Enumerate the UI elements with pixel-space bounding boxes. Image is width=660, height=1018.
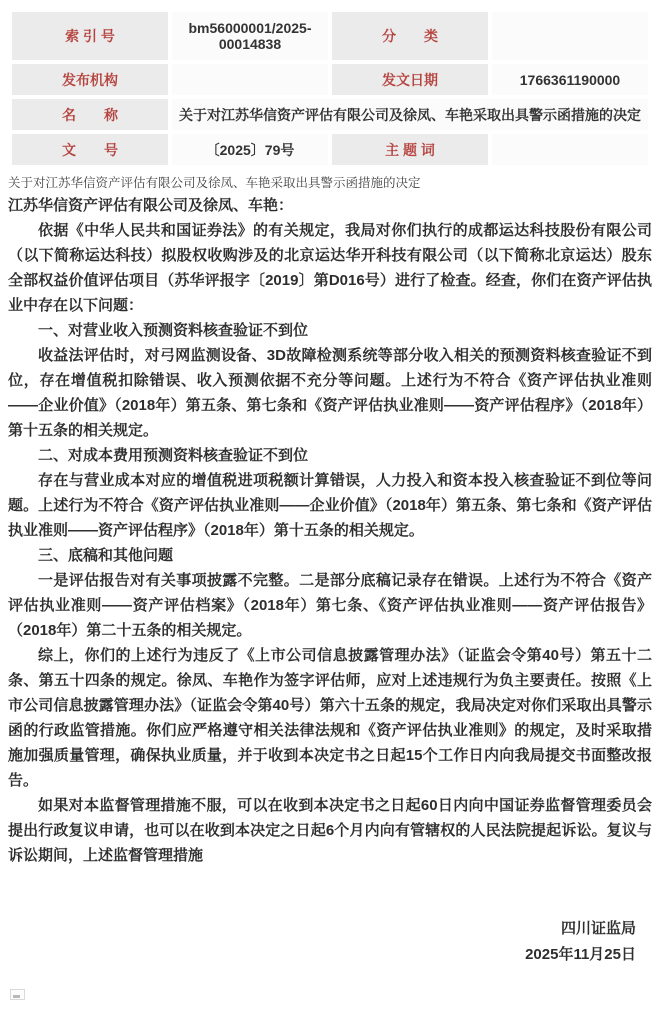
signature-date: 2025年11月25日 <box>525 946 636 963</box>
issuer-value <box>172 64 328 95</box>
broken-image-icon <box>10 989 25 1000</box>
doc-number-value: 〔2025〕79号 <box>172 134 328 165</box>
broken-image-blotch <box>13 995 20 998</box>
document-meta-table <box>8 8 652 169</box>
table-row <box>12 64 648 95</box>
body-paragraph: 存在与营业成本对应的增值税进项税额计算错误，人力投入和资本投入核查验证不到位等问题。上述行为不符合《资产评估执业准则——企业价值》（2018年）第五条、第七条和《资产评估执业准则——资产评估程序》（2018年）第十五条的相关规定。 <box>8 472 652 539</box>
index-number-value: bm56000001/2025-00014838 <box>172 12 328 60</box>
body-paragraph: 依据《中华人民共和国证券法》的有关规定，我局对你们执行的成都运达科技股份有限公司（以下简称运达科技）拟股权收购涉及的北京运达华开科技有限公司（以下简称北京运达）股东全部权益价值评估项目（苏华评报字〔2019〕第D016号）进行了检查。经查，你们在资产评估执业中存在以下问题： <box>8 222 652 314</box>
table-row <box>12 99 648 130</box>
salutation: 江苏华信资产评估有限公司及徐凤、车艳： <box>8 197 294 214</box>
signature-org: 四川证监局 <box>560 920 636 937</box>
body-paragraph: 二、对成本费用预测资料核查验证不到位 <box>38 447 309 464</box>
doc-name-label: 名 称 <box>12 99 168 130</box>
paragraph-list <box>8 218 652 868</box>
subject-words-value <box>492 134 648 165</box>
table-row <box>12 134 648 165</box>
index-number-label: 索 引 号 <box>12 12 168 60</box>
category-label: 分 类 <box>332 12 488 60</box>
signature-block <box>8 916 652 968</box>
document-title-line: 关于对江苏华信资产评估有限公司及徐凤、车艳采取出具警示函措施的决定 <box>8 176 421 190</box>
body-paragraph: 综上，你们的上述行为违反了《上市公司信息披露管理办法》（证监会令第40号）第五十二条、第五十四条的规定。徐凤、车艳作为签字评估师，应对上述违规行为负主要责任。按照《上市公司信息披露管理办法》（证监会令第40号）第六十五条的规定，我局决定对你们采取出具警示函的行政监管措施。你们应严格遵守相关法律法规和《资产评估执业准则》的规定，及时采取措施加强质量管理，确保执业质量，并于收到本决定书之日起15个工作日内向我局提交书面整改报告。 <box>8 647 652 789</box>
body-paragraph: 收益法评估时，对弓网监测设备、3D故障检测系统等部分收入相关的预测资料核查验证不到位，存在增值税扣除错误、收入预测依据不充分等问题。上述行为不符合《资产评估执业准则——企业价值》（2018年）第五条、第七条和《资产评估执业准则——资产评估程序》（2018年）第十五条的相关规定。 <box>8 347 652 439</box>
body-paragraph: 一、对营业收入预测资料核查验证不到位 <box>38 322 309 339</box>
issuer-label: 发布机构 <box>12 64 168 95</box>
category-value <box>492 12 648 60</box>
subject-words-label: 主 题 词 <box>332 134 488 165</box>
issue-date-value: 1766361190000 <box>492 64 648 95</box>
body-paragraph: 如果对本监督管理措施不服，可以在收到本决定书之日起60日内向中国证券监督管理委员会提出行政复议申请，也可以在收到本决定之日起6个月内向有管辖权的人民法院提起诉讼。复议与诉讼期间，上述监督管理措施 <box>8 797 652 864</box>
doc-name-value: 关于对江苏华信资产评估有限公司及徐凤、车艳采取出具警示函措施的决定 <box>172 99 648 130</box>
doc-number-label: 文 号 <box>12 134 168 165</box>
body-paragraph: 三、底稿和其他问题 <box>38 547 174 564</box>
body-paragraph: 一是评估报告对有关事项披露不完整。二是部分底稿记录存在错误。上述行为不符合《资产评估执业准则——资产评估档案》（2018年）第七条、《资产评估执业准则——资产评估报告》（2018年）第二十五条的相关规定。 <box>8 572 652 639</box>
issue-date-label: 发文日期 <box>332 64 488 95</box>
table-row <box>12 12 648 60</box>
document-body <box>0 193 660 968</box>
